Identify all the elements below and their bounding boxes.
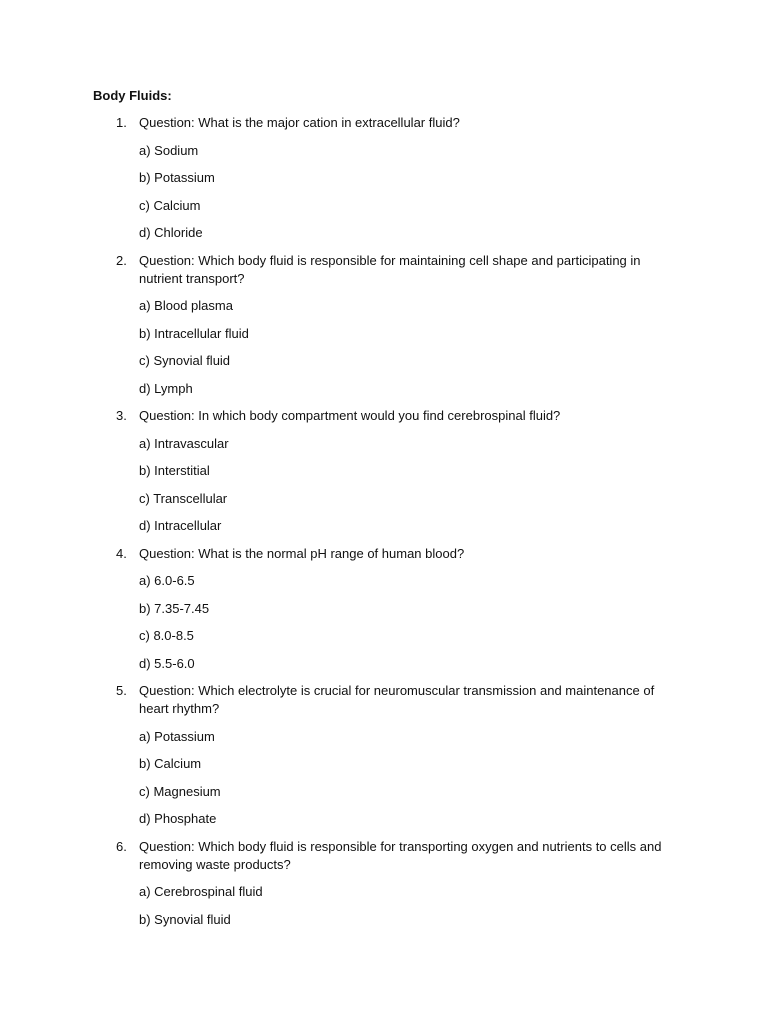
option-list xyxy=(0,572,768,673)
question-text: Question: What is the major cation in extracellular fluid? xyxy=(139,115,460,130)
answer-option: d) Chloride xyxy=(139,225,203,240)
option-list xyxy=(0,297,768,398)
question-item xyxy=(0,682,768,828)
answer-option: d) 5.5-6.0 xyxy=(139,655,195,671)
answer-option: a) Cerebrospinal fluid xyxy=(139,884,263,899)
question-item xyxy=(0,407,768,535)
question-number: 3. xyxy=(116,408,127,423)
option-list xyxy=(0,142,768,243)
answer-option: b) 7.35-7.45 xyxy=(139,600,210,616)
answer-option: c) Calcium xyxy=(139,197,201,213)
question-number: 2. xyxy=(116,252,127,268)
question-number: 4. xyxy=(116,545,127,561)
section-title: Body Fluids: xyxy=(93,88,172,103)
answer-option: a) 6.0-6.5 xyxy=(139,573,195,588)
answer-option: c) 8.0-8.5 xyxy=(139,628,194,643)
question-number: 5. xyxy=(116,683,127,698)
answer-option: d) Lymph xyxy=(139,380,193,396)
answer-option: c) Magnesium xyxy=(139,783,221,799)
answer-option: a) Potassium xyxy=(139,728,215,744)
question-number: 1. xyxy=(116,115,127,130)
option-list xyxy=(0,728,768,829)
question-text: Question: In which body compartment would you find cerebrospinal fluid? xyxy=(139,408,561,423)
answer-option: a) Blood plasma xyxy=(139,298,233,313)
question-list xyxy=(0,114,768,938)
question-item xyxy=(0,114,768,242)
question-text: Question: Which electrolyte is crucial for neuromuscular transmission and maintenance of heart rhythm? xyxy=(139,683,655,716)
answer-option: a) Intravascular xyxy=(139,435,229,451)
answer-option: b) Potassium xyxy=(139,170,215,185)
question-text: Question: Which body fluid is responsible for transporting oxygen and nutrients to cells and removing waste products? xyxy=(139,838,662,872)
answer-option: a) Sodium xyxy=(139,142,199,158)
option-list xyxy=(0,435,768,536)
answer-option: b) Interstitial xyxy=(139,463,210,478)
answer-option: b) Calcium xyxy=(139,756,202,771)
answer-option: b) Intracellular fluid xyxy=(139,325,249,341)
answer-option: c) Synovial fluid xyxy=(139,353,231,368)
answer-option: d) Intracellular xyxy=(139,518,222,533)
answer-option: d) Phosphate xyxy=(139,811,217,826)
question-number: 6. xyxy=(116,838,127,854)
question-item xyxy=(0,545,768,673)
answer-option: c) Transcellular xyxy=(139,490,228,506)
question-text: Question: Which body fluid is responsible for maintaining cell shape and participating in nutrient transport? xyxy=(139,252,641,286)
option-list xyxy=(0,883,768,929)
answer-option: b) Synovial fluid xyxy=(139,911,231,927)
question-item xyxy=(0,252,768,398)
question-item xyxy=(0,838,768,929)
question-text: Question: What is the normal pH range of human blood? xyxy=(139,545,465,561)
